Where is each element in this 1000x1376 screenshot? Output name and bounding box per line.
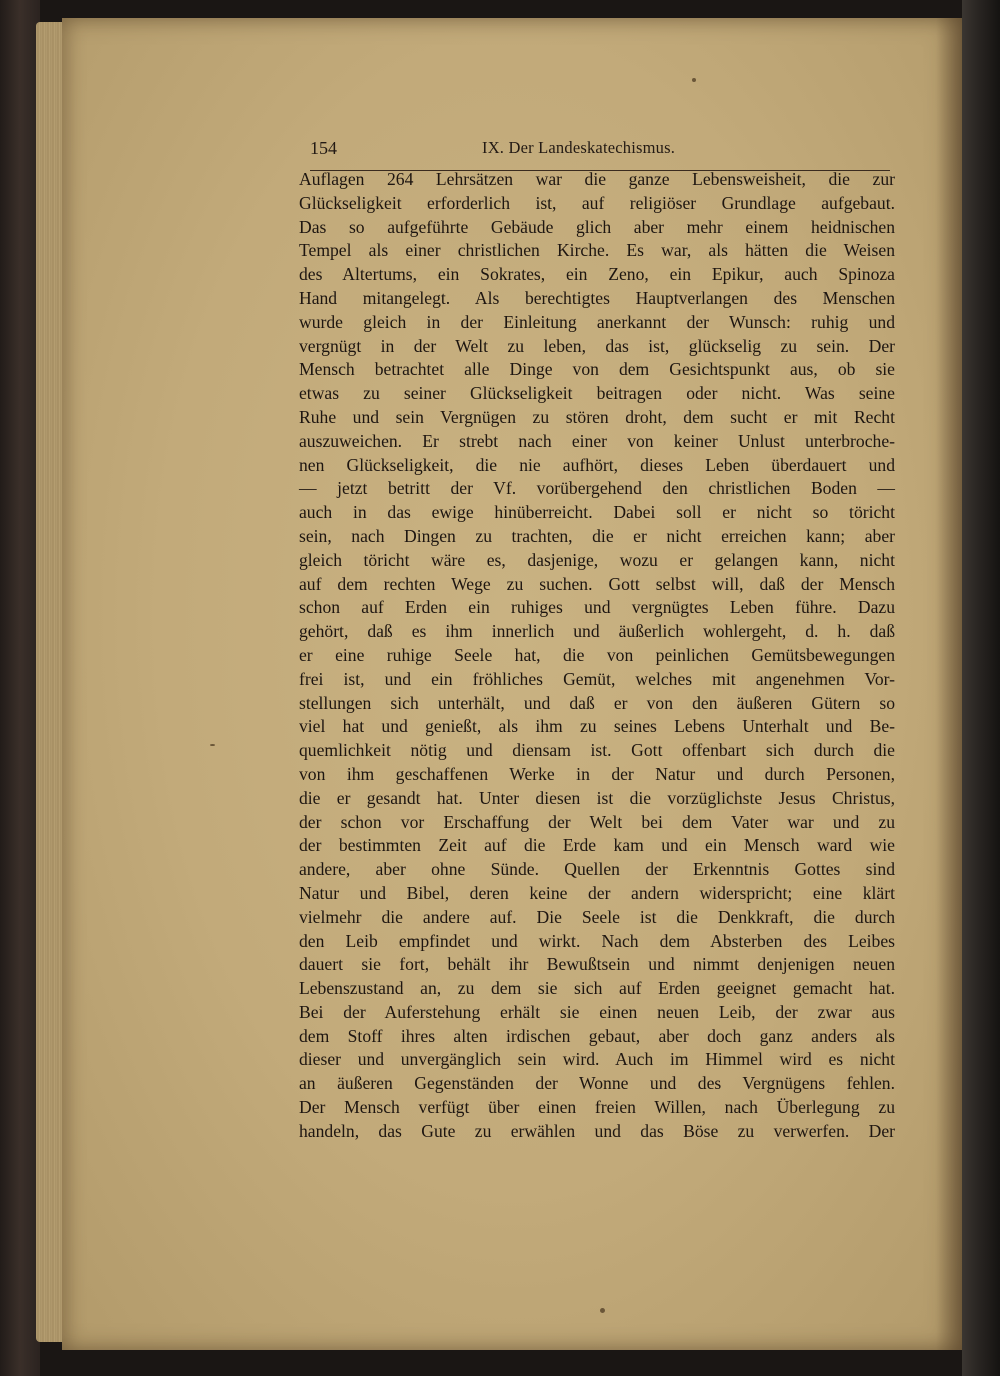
text-line: er eine ruhige Seele hat, die von peinlichen Gemütsbewegungen [299, 644, 895, 665]
text-line: vielmehr die andere auf. Die Seele ist die Denkkraft, die durch [299, 906, 895, 927]
text-line: auf dem rechten Wege zu suchen. Gott selbst will, daß der Mensch [299, 573, 895, 594]
text-line: frei ist, und ein fröhliches Gemüt, welches mit angenehmen Vor- [299, 668, 895, 689]
text-line: dem Stoff ihres alten irdischen gebaut, aber doch ganz anders als [299, 1025, 895, 1046]
text-line: Lebenszustand an, zu dem sie sich auf Erden geeignet gemacht hat. [299, 978, 895, 999]
text-line: quemlichkeit nötig und diensam ist. Gott offenbart sich durch die [299, 740, 895, 761]
text-line: den Leib empfindet und wirkt. Nach dem Absterben des Leibes [299, 930, 895, 951]
scan-speck [600, 1308, 605, 1313]
text-line: sein, nach Dingen zu trachten, die er nicht erreichen kann; aber [299, 525, 895, 546]
text-line: Tempel als einer christlichen Kirche. Es war, als hätten die Weisen [299, 240, 895, 261]
text-line: handeln, das Gute zu erwählen und das Böse zu verwerfen. Der [299, 1120, 895, 1141]
text-line: — jetzt betritt der Vf. vorübergehend den christlichen Boden — [299, 478, 895, 499]
running-title: IX. Der Landeskatechismus. [482, 138, 676, 157]
text-line: nen Glückseligkeit, die nie aufhört, dieses Leben überdauert und [299, 454, 895, 475]
running-head [310, 134, 888, 160]
book-binding [962, 0, 1000, 1376]
text-line: wurde gleich in der Einleitung anerkannt der Wunsch: ruhig und [299, 311, 895, 332]
scan-speck [210, 744, 215, 746]
text-line: gleich töricht wäre es, dasjenige, wozu er gelangen kann, nicht [299, 549, 895, 570]
text-line: dauert sie fort, behält ihr Bewußtsein und nimmt denjenigen neuen [299, 954, 895, 975]
text-line: gehört, daß es ihm innerlich und äußerlich wohlergeht, d. h. daß [299, 621, 895, 642]
text-line: Bei der Auferstehung erhält sie einen neuen Leib, der zwar aus [299, 1001, 895, 1022]
text-line: stellungen sich unterhält, und daß er von den äußeren Gütern so [299, 692, 895, 713]
book-page [62, 18, 964, 1350]
body-text [299, 168, 895, 1144]
scan-speck [692, 78, 696, 82]
text-line: Ruhe und sein Vergnügen zu stören droht, dem sucht er mit Recht [299, 406, 895, 427]
text-line: Der Mensch verfügt über einen freien Willen, nach Überlegung zu [299, 1097, 895, 1118]
text-line: Auflagen 264 Lehrsätzen war die ganze Lebensweisheit, die zur [299, 169, 895, 189]
text-line: schon auf Erden ein ruhiges und vergnügtes Leben führe. Dazu [299, 597, 895, 618]
text-line: der schon vor Erschaffung der Welt bei dem Vater war und zu [299, 811, 895, 832]
text-line: des Altertums, ein Sokrates, ein Zeno, ein Epikur, auch Spinoza [299, 264, 895, 285]
gutter-shadow [936, 18, 964, 1350]
text-line: von ihm geschaffenen Werke in der Natur und durch Personen, [299, 763, 895, 784]
page-number: 154 [310, 138, 337, 158]
text-line: auch in das ewige hinüberreicht. Dabei soll er nicht so töricht [299, 502, 895, 523]
text-line: andere, aber ohne Sünde. Quellen der Erkenntnis Gottes sind [299, 859, 895, 880]
text-line: viel hat und genießt, als ihm zu seines Lebens Unterhalt und Be- [299, 716, 895, 737]
text-line: an äußeren Gegenständen der Wonne und des Vergnügens fehlen. [299, 1073, 895, 1094]
scan-background-left [0, 0, 40, 1376]
text-line: Hand mitangelegt. Als berechtigtes Hauptverlangen des Menschen [299, 287, 895, 308]
text-line: vergnügt in der Welt zu leben, das ist, glückselig zu sein. Der [299, 335, 895, 356]
text-line: der bestimmten Zeit auf die Erde kam und ein Mensch ward wie [299, 835, 895, 856]
text-line: Das so aufgeführte Gebäude glich aber mehr einem heidnischen [299, 216, 895, 237]
text-line: Glückseligkeit erforderlich ist, auf religiöser Grundlage aufgebaut. [299, 192, 895, 213]
text-line: dieser und unvergänglich sein wird. Auch im Himmel wird es nicht [299, 1049, 895, 1070]
text-line: auszuweichen. Er strebt nach einer von keiner Unlust unterbroche- [299, 430, 895, 451]
text-line: die er gesandt hat. Unter diesen ist die vorzüglichste Jesus Christus, [299, 787, 895, 808]
text-line: Natur und Bibel, deren keine der andern widerspricht; eine klärt [299, 882, 895, 903]
text-line: Mensch betrachtet alle Dinge von dem Gesichtspunkt aus, ob sie [299, 359, 895, 380]
text-line: etwas zu seiner Glückseligkeit beitragen oder nicht. Was seine [299, 383, 895, 404]
